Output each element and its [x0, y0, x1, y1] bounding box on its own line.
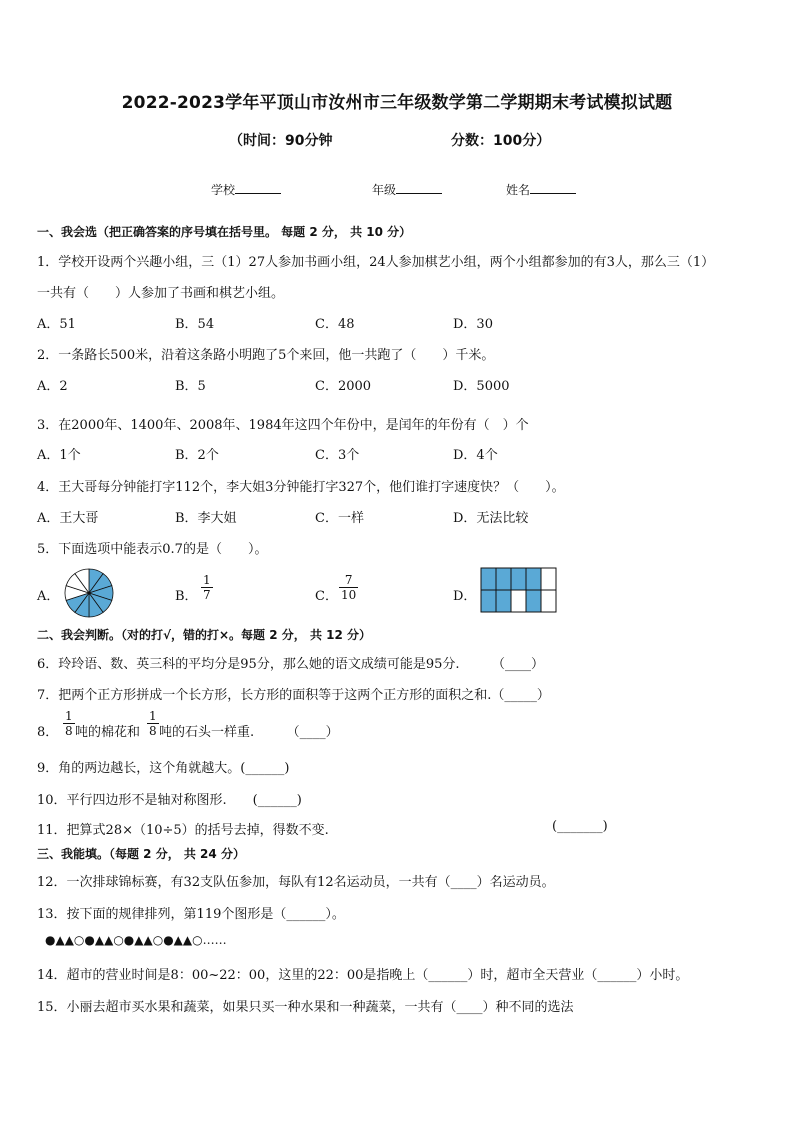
- frac-c-numerator: 7: [344, 573, 353, 587]
- q3-option-b[interactable]: B．2个: [175, 448, 219, 463]
- q5-option-d[interactable]: D．: [453, 589, 477, 604]
- q1-option-d[interactable]: D．30: [453, 317, 493, 332]
- question-11: 11．把算式28×（10÷5）的括号去掉，得数不变.: [37, 823, 329, 838]
- q8-frac1-den: 8: [65, 724, 73, 738]
- frac-c-denominator: 10: [341, 588, 357, 602]
- question-10: 10．平行四边形不是轴对称图形. (______): [37, 793, 302, 808]
- question-6: 6．玲玲语、数、英三科的平均分是95分，那么她的语文成绩可能是95分. （____）: [37, 657, 544, 672]
- grid-cell: [496, 568, 511, 590]
- q4-option-d[interactable]: D．无法比较: [453, 511, 529, 526]
- question-2: 2．一条路长500米，沿着这条路小明跑了5个来回，他一共跑了（ ）千米。: [37, 348, 495, 363]
- q3-option-d[interactable]: D．4个: [453, 448, 498, 463]
- name-field[interactable]: [506, 181, 576, 198]
- section-3-heading: 三、我能填。（每题 2 分， 共 24 分）: [37, 847, 245, 861]
- grid-cells: [481, 568, 556, 612]
- pie-slices: [65, 569, 113, 617]
- question-11-blank[interactable]: (_______): [552, 819, 608, 834]
- exam-score: 分数：100分）: [451, 133, 551, 149]
- question-1-line1: 1．学校开设两个兴趣小组，三（1）27人参加书画小组，24人参加棋艺小组，两个小组都参加的有3人，那么三（1）: [37, 255, 715, 270]
- grid-cell: [511, 568, 526, 590]
- grade-blank[interactable]: [396, 181, 442, 194]
- q3-option-c[interactable]: C．3个: [315, 448, 360, 463]
- q3-option-a[interactable]: A．1个: [37, 448, 81, 463]
- q2-option-d[interactable]: D．5000: [453, 379, 510, 394]
- question-8-prefix: 8．: [37, 725, 59, 740]
- exam-time: （时间：90分钟: [229, 133, 333, 149]
- question-8-text2: 吨的石头一样重. （____）: [159, 725, 339, 740]
- school-field[interactable]: [211, 181, 281, 198]
- question-9: 9．角的两边越长，这个角就越大。(______): [37, 761, 290, 776]
- q8-frac1-num: 1: [65, 709, 73, 723]
- school-label: 学校: [211, 183, 236, 197]
- section-1-heading: 一、我会选（把正确答案的序号填在括号里。 每题 2 分， 共 10 分）: [37, 225, 412, 239]
- grid-cell: [541, 590, 556, 612]
- q13-pattern: ●▲▲○●▲▲○●▲▲○●▲▲○……: [45, 933, 227, 947]
- q8-frac2-num: 1: [149, 709, 157, 723]
- q2-option-a[interactable]: A．2: [37, 379, 68, 394]
- grid-cell: [481, 568, 496, 590]
- grade-field[interactable]: [372, 181, 442, 198]
- name-blank[interactable]: [530, 181, 576, 194]
- question-8-text1: 吨的棉花和: [75, 725, 141, 740]
- frac-b-denominator: 7: [203, 588, 211, 602]
- q5-grid-figure[interactable]: [480, 567, 558, 613]
- question-15: 15．小丽去超市买水果和蔬菜，如果只买一种水果和一种蔬菜，一共有（____）种不同的选法: [37, 1000, 574, 1015]
- grid-cell: [526, 590, 541, 612]
- question-1-line2: 一共有（ ）人参加了书画和棋艺小组。: [37, 286, 285, 301]
- question-12: 12．一次排球锦标赛，有32支队伍参加，每队有12名运动员，一共有（____）名运动员。: [37, 875, 555, 890]
- q8-frac2-den: 8: [149, 724, 157, 738]
- grid-cell: [496, 590, 511, 612]
- question-7: 7．把两个正方形拼成一个长方形，长方形的面积等于这两个正方形的面积之和.（_____）: [37, 688, 550, 703]
- q4-option-b[interactable]: B．李大姐: [175, 511, 237, 526]
- question-14: 14．超市的营业时间是8：00~22：00，这里的22：00是指晚上（______）时，超市全天营业（______）小时。: [37, 968, 689, 983]
- question-4: 4．王大哥每分钟能打字112个，李大姐3分钟能打字327个，他们谁打字速度快？（ ）。: [37, 480, 565, 495]
- school-blank[interactable]: [235, 181, 281, 194]
- grid-cell: [541, 568, 556, 590]
- q5-pie-figure[interactable]: [63, 567, 115, 619]
- name-label: 姓名: [506, 183, 531, 197]
- q4-option-a[interactable]: A．王大哥: [37, 511, 99, 526]
- q5-fraction-c: [337, 573, 360, 602]
- q1-option-b[interactable]: B．54: [175, 317, 215, 332]
- question-5: 5．下面选项中能表示0.7的是（ ）。: [37, 542, 268, 557]
- grid-cell: [481, 590, 496, 612]
- q1-option-c[interactable]: C．48: [315, 317, 355, 332]
- grade-label: 年级: [372, 183, 397, 197]
- q2-option-c[interactable]: C．2000: [315, 379, 372, 394]
- question-13: 13．按下面的规律排列，第119个图形是（______）。: [37, 907, 345, 922]
- q5-fraction-b: [199, 573, 215, 602]
- frac-b-numerator: 1: [203, 573, 211, 587]
- grid-cell: [511, 590, 526, 612]
- q5-option-b[interactable]: B．: [175, 589, 198, 604]
- question-3: 3．在2000年、1400年、2008年、1984年这四个年份中，是闰年的年份有（ ）个: [37, 418, 529, 433]
- q5-option-c[interactable]: C．: [315, 589, 338, 604]
- q4-option-c[interactable]: C．一样: [315, 511, 364, 526]
- section-2-heading: 二、我会判断。（对的打√，错的打×。每题 2 分， 共 12 分）: [37, 628, 371, 642]
- q5-option-a[interactable]: A．: [37, 589, 60, 604]
- q1-option-a[interactable]: A．51: [37, 317, 76, 332]
- grid-cell: [526, 568, 541, 590]
- q2-option-b[interactable]: B．5: [175, 379, 206, 394]
- page-title: 2022-2023学年平顶山市汝州市三年级数学第二学期期末考试模拟试题: [121, 93, 673, 113]
